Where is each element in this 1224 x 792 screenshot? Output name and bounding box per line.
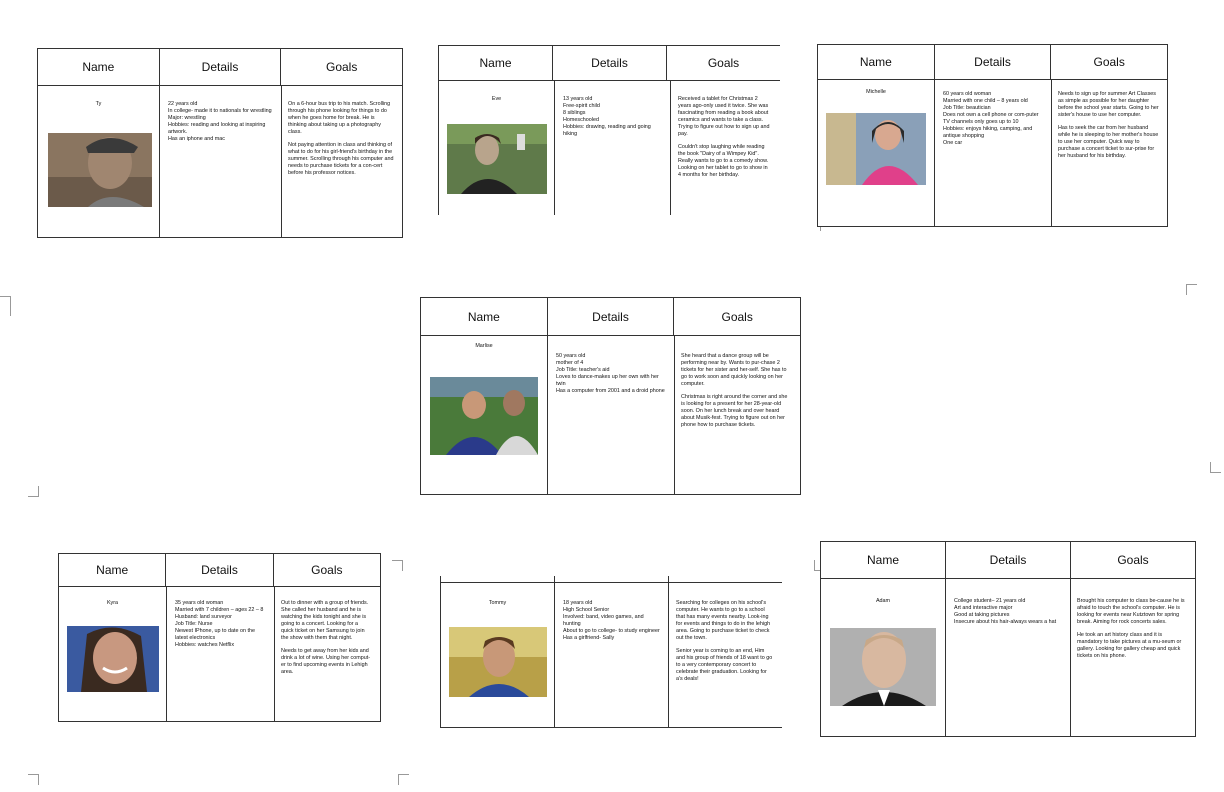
details-cell bbox=[160, 85, 282, 237]
persona-name: Tommy bbox=[488, 600, 507, 606]
goals-cell bbox=[1069, 578, 1195, 736]
persona-name: Adam bbox=[875, 598, 891, 604]
header-name: Name bbox=[421, 298, 548, 335]
persona-details: 13 years old Free-spirit child 8 siblings Homeschooled Hobbies: drawing, reading and going hiking bbox=[563, 96, 651, 138]
persona-goal-2: Christmas is right around the corner and she is looking for a present for her 28-year-old soon. On her lunch break and over heard about Musik-fest. Trying to figure out on her phone how to purchase tickets. bbox=[681, 394, 788, 429]
header-details: Details bbox=[548, 298, 675, 335]
goals-cell bbox=[668, 582, 782, 727]
header-name: Name bbox=[38, 49, 160, 85]
crop-mark bbox=[398, 774, 409, 785]
header-details: Details bbox=[553, 46, 667, 80]
crop-mark bbox=[392, 560, 403, 571]
persona-card-kyra bbox=[58, 553, 381, 722]
persona-goal-2: Needs to get away from her kids and drink a lot of wine. Using her comput-er to find upcoming events in Lehigh area. bbox=[281, 648, 370, 676]
name-cell bbox=[421, 335, 548, 494]
persona-card-eve bbox=[438, 45, 780, 215]
goals-cell bbox=[1050, 79, 1167, 226]
name-cell bbox=[439, 80, 555, 215]
persona-name: Eve bbox=[491, 96, 502, 102]
persona-photo bbox=[67, 626, 159, 692]
persona-goal-1: Received a tablet for Christmas 2 years ago-only used it twice. She was fascinating from reading a book about ceramics and wants to take a class. Trying to figure out how to sign up and pay. bbox=[678, 96, 770, 138]
details-cell bbox=[946, 578, 1071, 736]
persona-goal-2: Couldn't stop laughing while reading the book "Dairy of a Wimpey Kid". Really wants to go to a comedy show. Looking on her tablet to go to show in 4 months for her birthday. bbox=[678, 144, 769, 179]
header-goals: Goals bbox=[707, 56, 740, 70]
name-cell bbox=[38, 85, 160, 237]
header-name: Name bbox=[59, 554, 166, 586]
name-cell bbox=[821, 578, 946, 736]
header-details: Details bbox=[946, 542, 1071, 578]
persona-name: Ty bbox=[95, 101, 102, 107]
persona-name: Kyra bbox=[106, 600, 119, 606]
goals-cell bbox=[273, 586, 380, 721]
header-goals: Goals bbox=[721, 309, 753, 324]
header-name: Name bbox=[821, 542, 946, 578]
name-cell bbox=[441, 582, 555, 727]
details-cell bbox=[555, 80, 671, 215]
persona-goal-1: Out to dinner with a group of friends. She called her husband and he is watching the kids tonight and she is going to a concert. Looking for a quick ticket on her Samsung to join the show with them that night. bbox=[281, 600, 369, 642]
header-goals: Goals bbox=[1093, 55, 1125, 69]
header-details: Details bbox=[160, 49, 282, 85]
goals-cell bbox=[280, 85, 402, 237]
persona-photo bbox=[447, 124, 547, 194]
header-name: Name bbox=[818, 45, 935, 79]
persona-card-adam bbox=[820, 541, 1196, 737]
persona-details: 22 years old In college- made it to nationals for wrestling Major: wrestling Hobbies: reading and looking at inspiring artwork. Has an iphone and mac bbox=[168, 101, 272, 143]
persona-goal-1: Searching for colleges on his school's computer. He wants to go to a school that has many events nearby. Look-ing for events and things to do in the lehigh area. Going to purchase ticket to check out the town. bbox=[676, 600, 771, 642]
name-cell bbox=[59, 586, 167, 721]
persona-details: 60 years old woman Married with one child – 8 years old Job Title: beautician Does not own a cell phone or com-puter TV channels only goes up to 10 Hobbies: enjoys hiking, camping, and antique shopping One car bbox=[943, 91, 1039, 147]
crop-mark bbox=[10, 306, 21, 316]
details-cell bbox=[935, 79, 1052, 226]
persona-goal-2: Senior year is coming to an end, Him and his group of friends of 18 want to go to a very contemporary concert to celebrate their graduation. Looking for a's deals! bbox=[676, 648, 773, 683]
goals-cell bbox=[673, 335, 800, 494]
persona-details: College student– 21 years old Art and interactive major Good at taking pictures Insecure about his hair-always wears a hat bbox=[954, 598, 1057, 626]
header-details: Details bbox=[935, 45, 1052, 79]
persona-photo bbox=[449, 627, 547, 697]
persona-photo bbox=[826, 113, 926, 185]
header-goals: Goals bbox=[311, 563, 343, 577]
crop-mark bbox=[1210, 462, 1221, 473]
persona-goal-2: Has to seek the car from her husband while he is sleeping to her mother's house to use her computer. Quick way to purchase a concert ticket to sur-prise for her husband for his birthday. bbox=[1058, 125, 1159, 160]
persona-name: Michelle bbox=[866, 89, 886, 95]
details-cell bbox=[555, 582, 669, 727]
persona-card-michelle bbox=[817, 44, 1168, 227]
goals-cell bbox=[670, 80, 780, 215]
persona-card-ty bbox=[37, 48, 403, 238]
persona-goal-1: On a 6-hour bus trip to his match. Scrolling through his phone looking for things to do when he goes home for break. He is thinking about taking up a photography class. bbox=[288, 101, 391, 136]
name-cell bbox=[818, 79, 935, 226]
crop-mark bbox=[28, 486, 39, 497]
persona-goal-1: Brought his computer to class be-cause he is afraid to touch the school's computer. He is looking for events near Kutztown for spring break. Aiming for rock concerts sales. bbox=[1077, 598, 1185, 626]
persona-goal-2: Not paying attention in class and thinking of what to do for his girl-friend's birthday in the summer. Scrolling through his computer and needs to purchase tickets for a con-cert before his professor notices. bbox=[288, 142, 394, 177]
persona-goal-1: Needs to sign up for summer Art Classes as simple as possible for her daughter before the school year starts. Going to her sister's house to use her computer. bbox=[1058, 91, 1159, 119]
persona-goal-2: He took an art history class and it is mandatory to take pictures at a mu-seum or gallery. Looking for gallery cheap and quick tickets on his phone. bbox=[1077, 632, 1182, 660]
details-cell bbox=[167, 586, 275, 721]
crop-mark bbox=[1186, 284, 1197, 295]
persona-goal-1: She heard that a dance group will be performing near by. Wants to pur-chase 2 tickets for her sister and her-self. She has to go to work soon and quickly looking on her computer. bbox=[681, 353, 787, 388]
persona-photo bbox=[830, 628, 936, 706]
crop-mark bbox=[28, 774, 39, 785]
persona-details: 18 years old High School Senior Involved: band, video games, and hunting About to go to college- to study engineer Has a girlfriend- Sally bbox=[563, 600, 660, 642]
persona-card-marlise bbox=[420, 297, 801, 495]
persona-photo bbox=[430, 377, 538, 455]
persona-details: 35 years old woman Married with 7 children – ages 22 – 8 Husband: land surveyor Job Title: Nurse Newest IPhone, up to date on the latest electronics Hobbies: watches Netflix bbox=[175, 600, 264, 649]
header-details: Details bbox=[166, 554, 273, 586]
persona-details: 50 years old mother of 4 Job Title: teacher's aid Loves to dance-makes up her own with her twin Has a computer from 2001 and a droid phone bbox=[556, 353, 665, 395]
persona-card-tommy bbox=[440, 576, 782, 728]
header-name: Name bbox=[439, 46, 553, 80]
persona-photo bbox=[48, 133, 152, 207]
header-goals: Goals bbox=[326, 60, 358, 74]
details-cell bbox=[548, 335, 675, 494]
persona-name: Marlise bbox=[475, 343, 493, 349]
header-goals: Goals bbox=[1117, 553, 1149, 567]
